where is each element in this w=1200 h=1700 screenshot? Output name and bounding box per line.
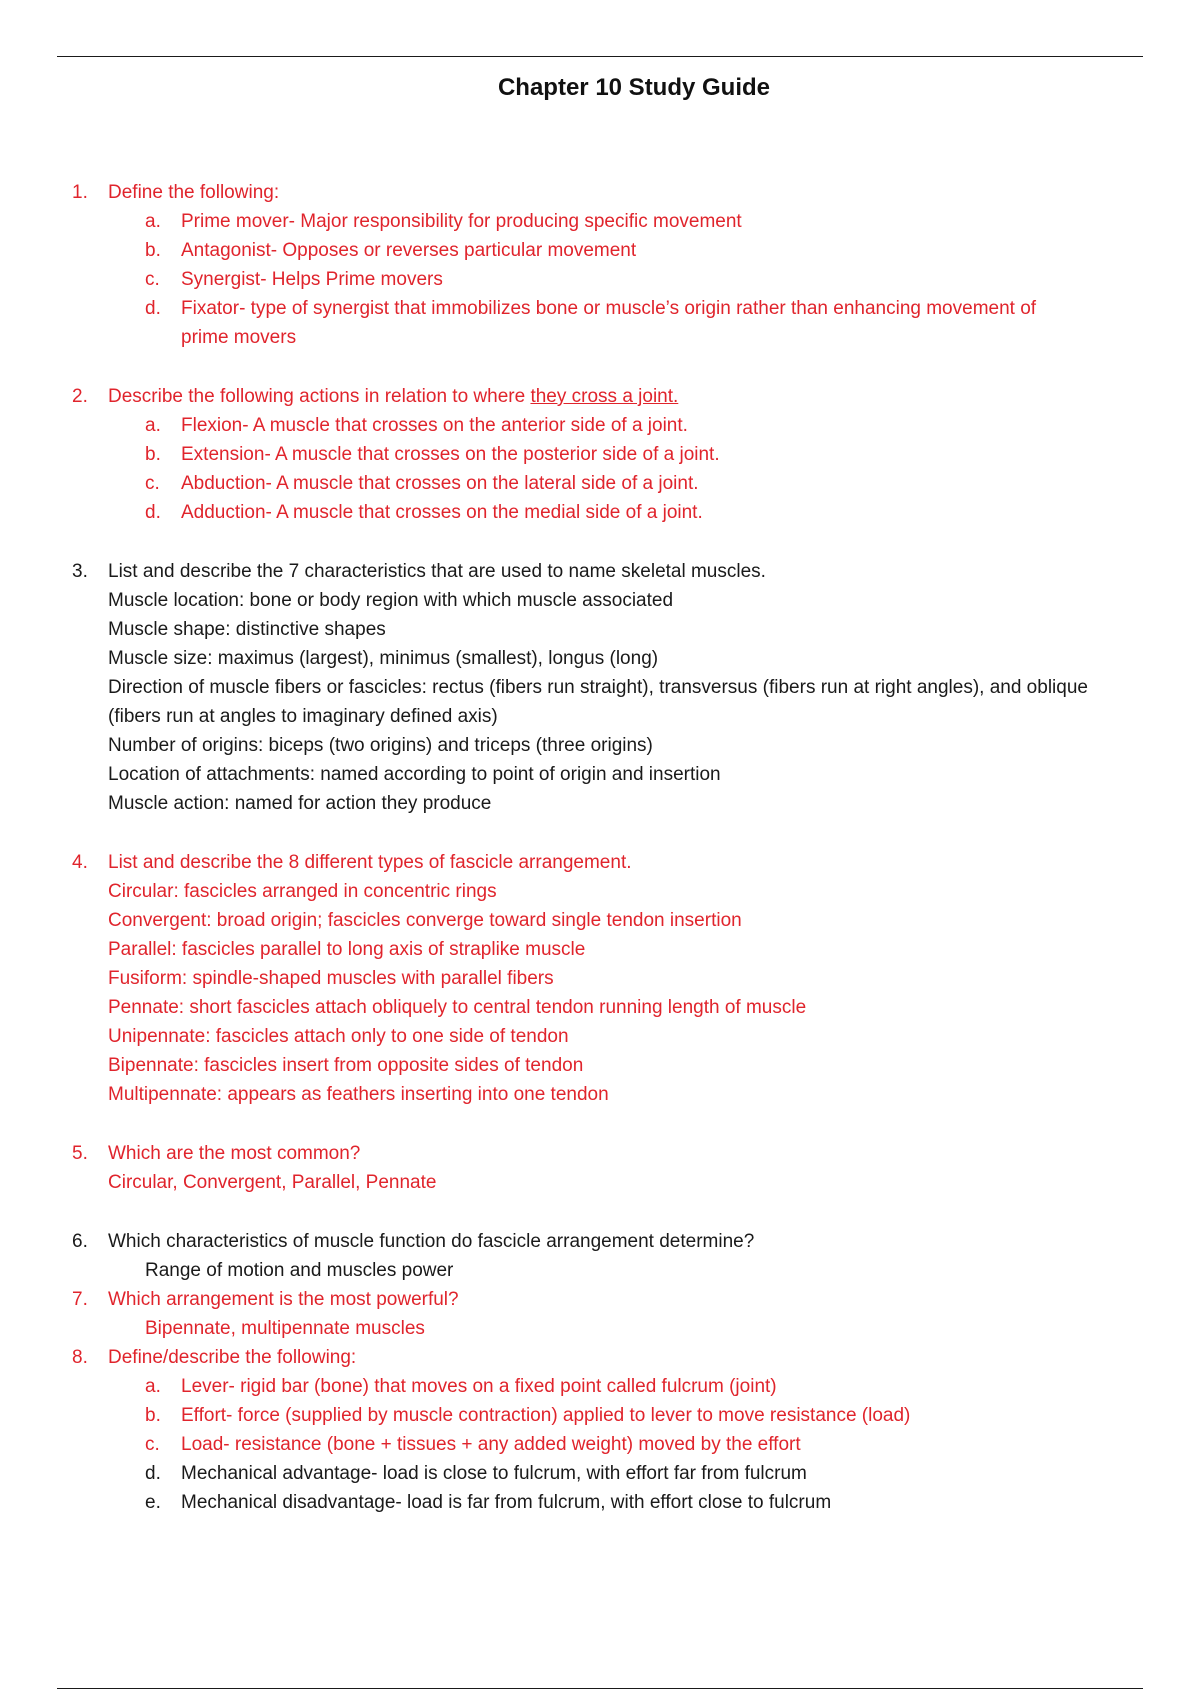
- question-7: 7. Which arrangement is the most powerful? Bipennate, multipennate muscles: [0, 1285, 1200, 1343]
- answer-line: Number of origins: biceps (two origins) and triceps (three origins): [108, 735, 653, 756]
- question-8-text: Define/describe the following:: [108, 1347, 357, 1368]
- question-6: 6. Which characteristics of muscle function do fascicle arrangement determine? Range of motion and muscles power: [0, 1227, 1200, 1285]
- answer-line: Fusiform: spindle-shaped muscles with parallel fibers: [108, 968, 554, 989]
- list-item: a. Prime mover- Major responsibility for producing specific movement: [145, 211, 742, 232]
- list-item: e. Mechanical disadvantage- load is far from fulcrum, with effort close to fulcrum: [145, 1492, 832, 1513]
- list-item-continuation: prime movers: [181, 327, 297, 348]
- answer-line: Muscle location: bone or body region with which muscle associated: [108, 590, 674, 611]
- answer-line: Convergent: broad origin; fascicles converge toward single tendon insertion: [108, 910, 742, 931]
- answer-line: Bipennate: fascicles insert from opposite sides of tendon: [108, 1055, 584, 1076]
- answer-line: Multipennate: appears as feathers inserting into one tendon: [108, 1084, 609, 1105]
- question-5-text: Which are the most common?: [108, 1143, 361, 1164]
- list-item: d. Fixator- type of synergist that immobilizes bone or muscle’s origin rather than enhancing movement of: [145, 298, 1037, 319]
- list-item: d. Mechanical advantage- load is close to fulcrum, with effort far from fulcrum: [145, 1463, 807, 1484]
- answer-line: Circular: fascicles arranged in concentric rings: [108, 881, 497, 902]
- list-item: d. Adduction- A muscle that crosses on the medial side of a joint.: [145, 502, 703, 523]
- question-2-text: Describe the following actions in relation to where they cross a joint.: [108, 386, 679, 407]
- answer-line: Bipennate, multipennate muscles: [145, 1318, 425, 1339]
- list-item: b. Antagonist- Opposes or reverses particular movement: [145, 240, 637, 261]
- list-item: c. Load- resistance (bone + tissues + any added weight) moved by the effort: [145, 1434, 801, 1455]
- answer-line: Pennate: short fascicles attach obliquely to central tendon running length of muscle: [108, 997, 807, 1018]
- question-3: 3. List and describe the 7 characteristics that are used to name skeletal muscles. Muscle location: bone or body region with which muscle associated Muscle shape: distinctive shapes Muscle size: maximus (largest), minimus (smallest), longus (long) Direction of muscle fibers or fascicles: rectus (fibers run straight), transversus (fibers run at right angles), and oblique (fibers run at angles to imaginary defined axis) Number of origins: biceps (two origins) and triceps (three origins) Location of attachments: named according to point of origin and insertion Muscle action: named for action they produce: [0, 557, 1200, 818]
- list-item: c. Synergist- Helps Prime movers: [145, 269, 443, 290]
- list-item: c. Abduction- A muscle that crosses on the lateral side of a joint.: [145, 473, 699, 494]
- answer-line: Circular, Convergent, Parallel, Pennate: [108, 1172, 437, 1193]
- answer-line: Unipennate: fascicles attach only to one side of tendon: [108, 1026, 569, 1047]
- question-1-text: Define the following:: [108, 182, 280, 203]
- document-body: [0, 178, 1200, 1517]
- question-7-text: Which arrangement is the most powerful?: [108, 1289, 459, 1310]
- answer-line: (fibers run at angles to imaginary defined axis): [108, 706, 498, 727]
- answer-line: Location of attachments: named according to point of origin and insertion: [108, 764, 721, 785]
- answer-line: Parallel: fascicles parallel to long axis of straplike muscle: [108, 939, 586, 960]
- top-rule: [57, 56, 1143, 57]
- list-item: b. Effort- force (supplied by muscle contraction) applied to lever to move resistance (load): [145, 1405, 911, 1426]
- question-8: 8. Define/describe the following: a. Lever- rigid bar (bone) that moves on a fixed point called fulcrum (joint) b. Effort- force (supplied by muscle contraction) applied to lever to move resistance (load) c. Load- resistance (bone + tissues + any added weight) moved by the effort d. Mechanical advantage- load is close to fulcrum, with effort far from fulcrum e. Mechanical disadvantage- load is far from fulcrum, with effort close to fulcrum: [0, 1343, 1200, 1517]
- question-5: 5. Which are the most common? Circular, Convergent, Parallel, Pennate: [0, 1139, 1200, 1197]
- answer-line: Muscle shape: distinctive shapes: [108, 619, 386, 640]
- question-6-text: Which characteristics of muscle function do fascicle arrangement determine?: [108, 1231, 755, 1252]
- question-3-text: List and describe the 7 characteristics that are used to name skeletal muscles.: [108, 561, 766, 582]
- list-item: a. Flexion- A muscle that crosses on the anterior side of a joint.: [145, 415, 688, 436]
- list-item: b. Extension- A muscle that crosses on the posterior side of a joint.: [145, 444, 720, 465]
- answer-line: Range of motion and muscles power: [145, 1260, 454, 1281]
- question-2: 2. Describe the following actions in relation to where they cross a joint. a. Flexion- A muscle that crosses on the anterior side of a joint. b. Extension- A muscle that crosses on the posterior side of a joint. c. Abduction- A muscle that crosses on the lateral side of a joint. d. Adduction- A muscle that crosses on the medial side of a joint.: [0, 382, 1200, 527]
- answer-line: Direction of muscle fibers or fascicles: rectus (fibers run straight), transversus (fibers run at right angles), and oblique: [108, 677, 1088, 698]
- bottom-rule: [57, 1688, 1143, 1689]
- question-4: 4. List and describe the 8 different types of fascicle arrangement. Circular: fascicles arranged in concentric rings Convergent: broad origin; fascicles converge toward single tendon insertion Parallel: fascicles parallel to long axis of straplike muscle Fusiform: spindle-shaped muscles with parallel fibers Pennate: short fascicles attach obliquely to central tendon running length of muscle Unipennate: fascicles attach only to one side of tendon Bipennate: fascicles insert from opposite sides of tendon Multipennate: appears as feathers inserting into one tendon: [0, 848, 1200, 1109]
- question-4-text: List and describe the 8 different types of fascicle arrangement.: [108, 852, 632, 873]
- question-1: 1. Define the following: a. Prime mover- Major responsibility for producing specific movement b. Antagonist- Opposes or reverses particular movement c. Synergist- Helps Prime movers d. Fixator- type of synergist that immobilizes bone or muscle’s origin rather than enhancing movement of prime movers: [0, 178, 1200, 352]
- answer-line: Muscle size: maximus (largest), minimus (smallest), longus (long): [108, 648, 659, 669]
- page-title: Chapter 10 Study Guide: [497, 74, 771, 101]
- list-item: a. Lever- rigid bar (bone) that moves on a fixed point called fulcrum (joint): [145, 1376, 777, 1397]
- answer-line: Muscle action: named for action they produce: [108, 793, 492, 814]
